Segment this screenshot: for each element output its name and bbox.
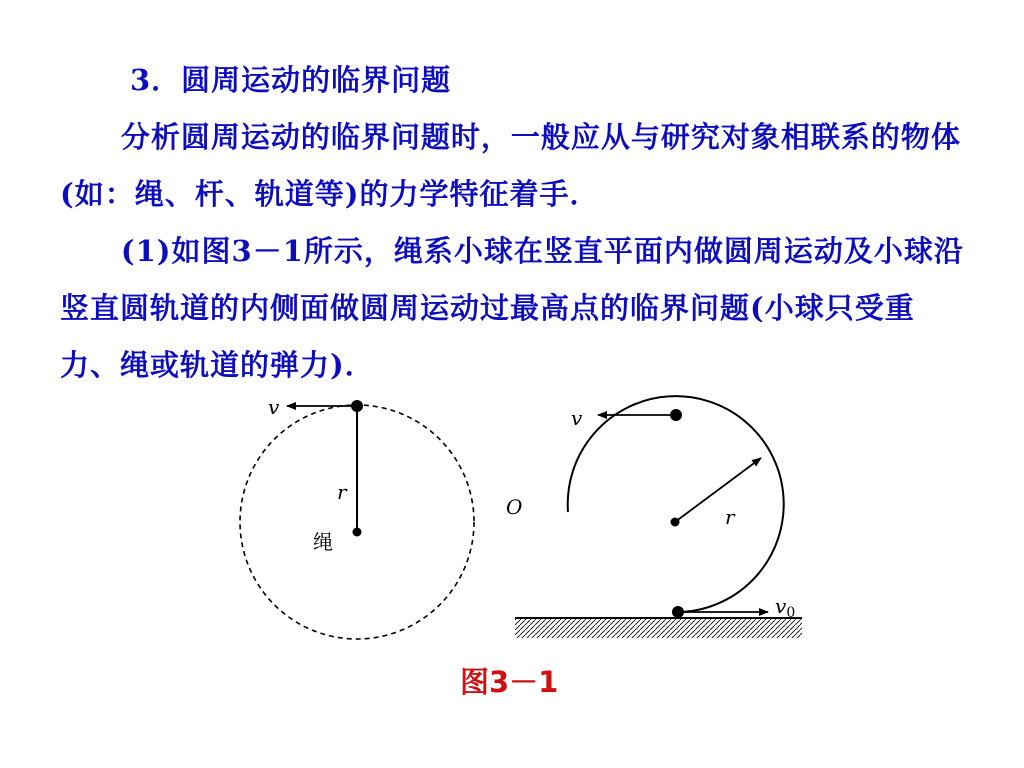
center-label: O (506, 495, 523, 519)
figure-caption: 图3－1 (460, 665, 559, 699)
circular-track (568, 396, 784, 612)
radius-arrow (675, 458, 761, 522)
initial-velocity-subscript: 0 (786, 605, 796, 621)
radius-label: r (725, 505, 735, 529)
rope-label: 绳 (313, 530, 333, 554)
velocity-label: v (571, 406, 583, 430)
initial-velocity-label: $v_0$ (775, 594, 796, 621)
center-dot (353, 528, 362, 537)
velocity-label: v (268, 395, 280, 419)
track-diagram (506, 396, 802, 638)
ground-hatch (515, 618, 802, 638)
rope-diagram (240, 395, 474, 639)
ball-bottom (672, 606, 684, 618)
radius-label: r (337, 480, 347, 504)
section-heading: 3．圆周运动的临界问题 (130, 63, 452, 97)
paragraph-2: (1)如图3－1所示，绳系小球在竖直平面内做圆周运动及小球沿竖直圆轨道的内侧面做圆周运动过最高点的临界问题(小球只受重力、绳或轨道的弹力)． (60, 234, 964, 382)
ball-top (351, 400, 363, 412)
paragraph-1: 分析圆周运动的临界问题时，一般应从与研究对象相联系的物体(如：绳、杆、轨道等)的力学特征着手． (60, 120, 961, 211)
ball-top (670, 409, 682, 421)
